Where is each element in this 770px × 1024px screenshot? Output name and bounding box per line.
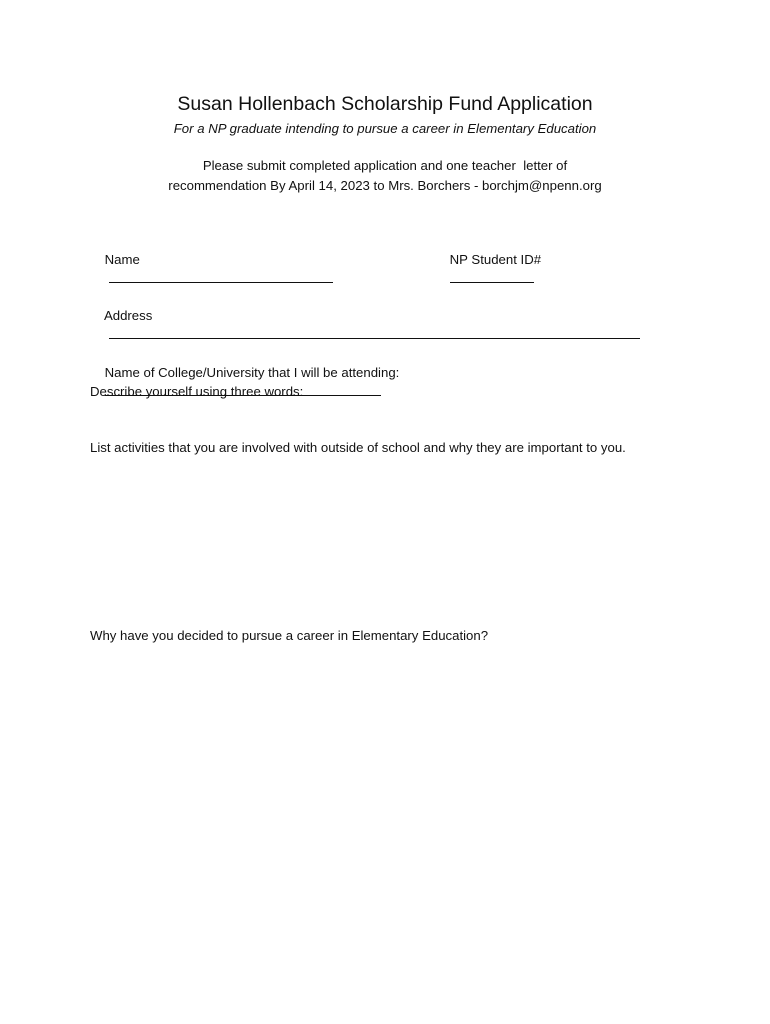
student-id-label: NP Student ID# <box>449 252 542 267</box>
address-label: Address <box>103 308 153 323</box>
describe-yourself-question: Describe yourself using three words: <box>90 384 304 399</box>
college-label: Name of College/University that I will be attending: <box>104 365 400 380</box>
submission-instructions <box>0 156 770 196</box>
student-id-blank-line[interactable] <box>450 269 534 283</box>
name-label: Name <box>104 252 140 267</box>
form-title: Susan Hollenbach Scholarship Fund Application <box>177 93 593 115</box>
career-reason-question: Why have you decided to pursue a career in Elementary Education? <box>90 628 489 643</box>
address-blank-line[interactable] <box>109 325 640 339</box>
form-subtitle: For a NP graduate intending to pursue a career in Elementary Education <box>173 121 597 136</box>
instructions-line-2: recommendation By April 14, 2023 to Mrs. Borchers - borchjm@npenn.org <box>168 178 602 193</box>
name-blank-line[interactable] <box>109 269 333 283</box>
instructions-line-1: Please submit completed application and one teacher letter of <box>202 158 568 173</box>
activities-question: List activities that you are involved with outside of school and why they are important to you. <box>90 440 626 455</box>
